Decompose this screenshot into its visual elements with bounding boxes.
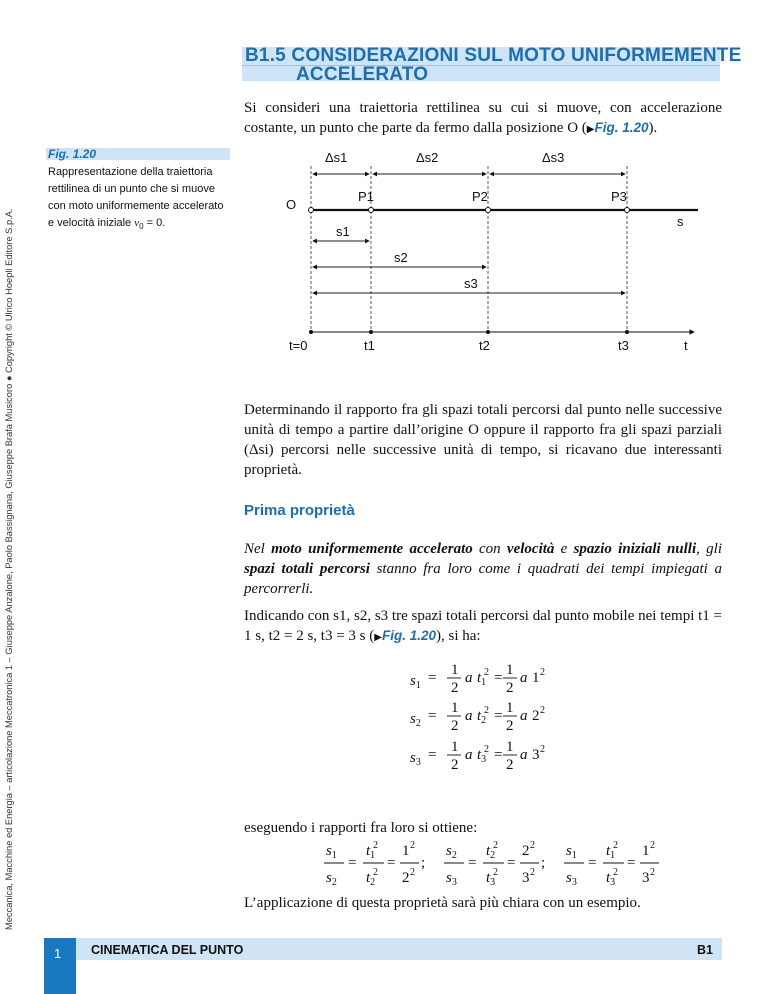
svg-text:2: 2 xyxy=(650,840,655,851)
svg-text:a: a xyxy=(520,708,528,724)
svg-text:2: 2 xyxy=(613,867,618,878)
fig-ref-arrow-icon: ▶ xyxy=(586,124,595,135)
point-p3 xyxy=(625,208,630,213)
paragraph-4: eseguendo i rapporti fra loro si ottiene: xyxy=(244,820,478,836)
svg-text:1: 1 xyxy=(402,843,410,859)
time-label-t1: t1 xyxy=(364,338,375,353)
svg-text:2: 2 xyxy=(522,843,530,859)
svg-text:2: 2 xyxy=(540,744,545,755)
svg-text:2: 2 xyxy=(506,718,514,734)
svg-text:s1: $s_1$ xyxy=(566,843,577,861)
svg-text:a: a xyxy=(465,747,473,763)
svg-text:2: 2 xyxy=(530,840,535,851)
svg-text:2: 2 xyxy=(373,867,378,878)
side-copyright: Meccanica, Macchine ed Energia – articolazione Meccatronica 1 – Giuseppe Anzalone, Paolo Bassignana, Giuseppe Brafa Musicoro ● Copyright © Ulrico Hoepli Editore S.p.A. xyxy=(4,208,14,930)
svg-text:1: 1 xyxy=(451,700,459,716)
svg-text:=: = xyxy=(507,855,516,871)
svg-text:t3: $t_3$ xyxy=(606,870,616,888)
ratios-block xyxy=(322,836,662,896)
page-number: 1 xyxy=(54,946,62,961)
svg-text:1: 1 xyxy=(451,662,459,678)
svg-text:3: 3 xyxy=(642,870,650,886)
svg-text:2: 2 xyxy=(650,867,655,878)
equations-block xyxy=(400,648,580,778)
point-p1 xyxy=(369,208,374,213)
svg-text:2: 2 xyxy=(451,757,459,773)
section-title-continued: ACCELERATO xyxy=(296,64,429,85)
svg-text:t2: $t_2$ xyxy=(477,708,487,726)
axis-label-t: t xyxy=(684,338,688,353)
svg-text:=: = xyxy=(428,670,437,686)
svg-text:=: = xyxy=(627,855,636,871)
svg-text:s2: $s_2$ xyxy=(446,843,457,861)
svg-text:2: 2 xyxy=(613,840,618,851)
section-title: B1.5 CONSIDERAZIONI SUL MOTO UNIFORMEMENTE xyxy=(245,45,742,66)
figure-caption: Rappresentazione della traiettoria rettilinea di un punto che si muove con moto uniformemente accelerato e velocità iniziale $v_0 = 0$. xyxy=(48,166,224,232)
paragraph-2: Determinando il rapporto fra gli spazi totali percorsi dal punto nelle successive unità di tempo a partire dall’origine O oppure il rapporto fra gli spazi parziali (Δsi) percorsi nelle successive unità di tempo, si ricavano due interessanti proprietà. xyxy=(244,402,722,478)
time-label-0: t=0 xyxy=(289,338,308,353)
svg-text:=: = xyxy=(588,855,597,871)
fig-ref-link[interactable]: Fig. 1.20 xyxy=(381,628,436,643)
paragraph-3: Indicando con s1, s2, s3 tre spazi totali percorsi dal punto mobile nei tempi t1 = 1 s, t2 = 2 s, t3 = 3 s (▶Fig. 1.20), si ha: xyxy=(244,608,722,644)
svg-text:=: = xyxy=(468,855,477,871)
segment-label-s3: s3 xyxy=(464,276,478,291)
figure-label: Fig. 1.20 xyxy=(48,147,97,161)
chapter-title: CINEMATICA DEL PUNTO xyxy=(91,943,244,957)
svg-text:2: 2 xyxy=(530,867,535,878)
svg-text:a: a xyxy=(520,747,528,763)
svg-text:a: a xyxy=(465,708,473,724)
svg-text:2: 2 xyxy=(451,680,459,696)
point-label-p1: P1 xyxy=(358,189,374,204)
delta-label-1: Δs1 xyxy=(325,150,348,165)
svg-text:=: = xyxy=(348,855,357,871)
delta-label-2: Δs2 xyxy=(416,150,439,165)
chapter-code: B1 xyxy=(697,943,713,957)
intro-paragraph: Si consideri una traiettoria rettilinea su cui si muove, con accelerazione costante, un punto che parte da fermo dalla posizione O (▶Fig. 1.20). xyxy=(244,100,722,136)
svg-text:=: = xyxy=(387,855,396,871)
svg-text:=: = xyxy=(428,708,437,724)
point-label-o: O xyxy=(286,197,297,212)
axis-label-s: s xyxy=(677,214,684,229)
svg-text:s1: $s_1$ xyxy=(410,673,421,691)
svg-text:a: a xyxy=(465,670,473,686)
svg-text:2: 2 xyxy=(540,667,545,678)
svg-text:t3: $t_3$ xyxy=(486,870,496,888)
svg-text:2: 2 xyxy=(410,840,415,851)
svg-text:t1: $t_1$ xyxy=(366,843,376,861)
svg-text:a: a xyxy=(520,670,528,686)
fig-ref-link[interactable]: Fig. 1.20 xyxy=(594,120,649,135)
svg-text:t2: $t_2$ xyxy=(486,843,496,861)
svg-text:3: 3 xyxy=(532,747,540,763)
svg-text:2: 2 xyxy=(540,705,545,716)
svg-text:1: 1 xyxy=(506,700,514,716)
point-p2 xyxy=(486,208,491,213)
svg-text:s2: $s_2$ xyxy=(326,870,337,888)
svg-text:=: = xyxy=(428,747,437,763)
svg-text:=: = xyxy=(494,708,503,724)
segment-label-s2: s2 xyxy=(394,250,408,265)
svg-text:1: 1 xyxy=(451,739,459,755)
svg-text:1: 1 xyxy=(532,670,540,686)
svg-text:2: 2 xyxy=(506,757,514,773)
svg-text:1: 1 xyxy=(642,843,650,859)
svg-text:2: 2 xyxy=(402,870,410,886)
property-statement: Nel moto uniformemente accelerato con velocità e spazio iniziali nulli, gli spazi totali percorsi stanno fra loro come i quadrati dei tempi impiegati a percorrerli. xyxy=(244,541,722,597)
svg-text:3: 3 xyxy=(522,870,530,886)
fig-ref-arrow-icon: ▶ xyxy=(374,632,382,643)
svg-text:t2: $t_2$ xyxy=(366,870,376,888)
paragraph-5: L’applicazione di questa proprietà sarà più chiara con un esempio. xyxy=(244,895,641,911)
svg-text:=: = xyxy=(494,670,503,686)
svg-text:s3: $s_3$ xyxy=(566,870,577,888)
segment-label-s1: s1 xyxy=(336,224,350,239)
svg-text:s3: $s_3$ xyxy=(410,750,421,768)
svg-text:s2: $s_2$ xyxy=(410,711,421,729)
heading-prima-proprieta: Prima proprietà xyxy=(244,502,355,519)
svg-text:2: 2 xyxy=(493,840,498,851)
point-label-p3: P3 xyxy=(611,189,627,204)
svg-text:2: 2 xyxy=(373,840,378,851)
svg-text:;: ; xyxy=(541,855,546,871)
svg-text:2: 2 xyxy=(451,718,459,734)
point-label-p2: P2 xyxy=(472,189,488,204)
svg-text:2: 2 xyxy=(532,708,540,724)
svg-text:1: 1 xyxy=(506,662,514,678)
point-o xyxy=(309,208,314,213)
svg-text:s3: $s_3$ xyxy=(446,870,457,888)
svg-text:s1: $s_1$ xyxy=(326,843,337,861)
svg-text:2: 2 xyxy=(506,680,514,696)
svg-text:2: 2 xyxy=(493,867,498,878)
time-label-t2: t2 xyxy=(479,338,490,353)
svg-text:t1: $t_1$ xyxy=(606,843,616,861)
svg-text:1: 1 xyxy=(506,739,514,755)
svg-text:;: ; xyxy=(421,855,426,871)
delta-label-3: Δs3 xyxy=(542,150,565,165)
svg-text:=: = xyxy=(494,747,503,763)
svg-text:2: 2 xyxy=(484,744,489,755)
svg-text:2: 2 xyxy=(484,705,489,716)
time-label-t3: t3 xyxy=(618,338,629,353)
svg-text:t1: $t_1$ xyxy=(477,670,487,688)
svg-text:2: 2 xyxy=(484,667,489,678)
svg-text:t3: $t_3$ xyxy=(477,747,487,765)
svg-text:2: 2 xyxy=(410,867,415,878)
trajectory-diagram xyxy=(280,146,720,370)
